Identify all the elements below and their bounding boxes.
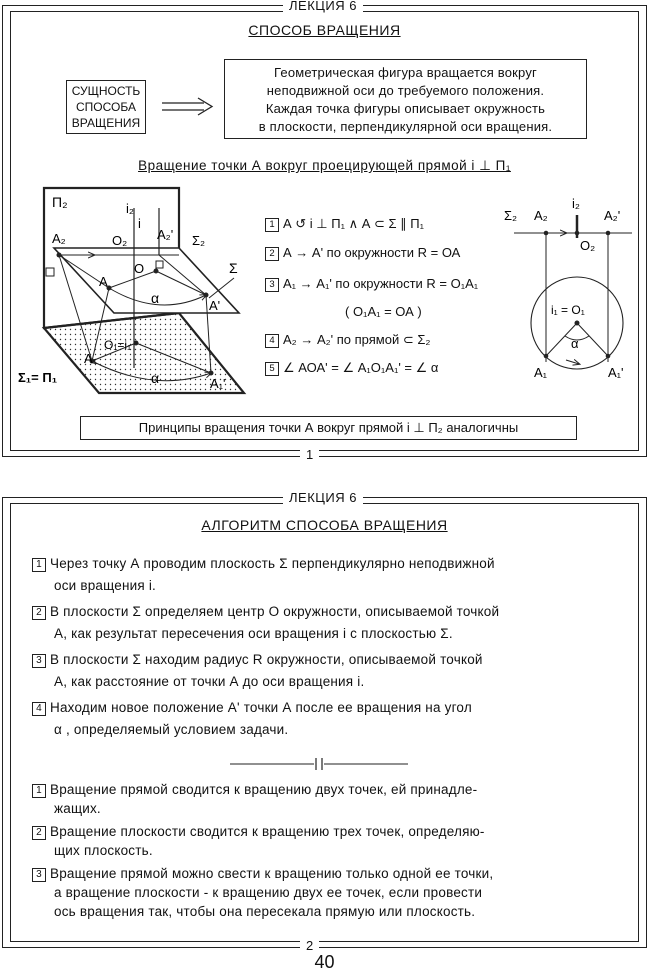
slide-1-title: СПОСОБ ВРАЩЕНИЯ [248,22,401,38]
label-s2: Σ₂ [192,233,206,248]
slide-1-lecture-label: ЛЕКЦИЯ 6 [283,0,363,13]
algorithm-step-4: 4 Находим новое положение А' точки А после ее вращения на угол α , определяемый условием задачи. [32,697,619,741]
label-r-a2: А₂ [534,208,548,223]
label-alpha-bottom: α [151,370,160,386]
label-r-s2: Σ₂ [504,208,518,223]
label-i2: i₂ [126,201,134,216]
step-5: 5 ∠ АОА' = ∠ А₁О₁А₁' = ∠ α [265,360,438,376]
section-divider [230,756,410,772]
label-a1p: А₁' [210,376,226,391]
step-4: 4 А₂ → А₂' по прямой ⊂ Σ₂ [265,332,430,348]
algorithm-step-1: 1 Через точку А проводим плоскость Σ перпендикулярно неподвижной оси вращения i. [32,553,619,597]
label-o: О [134,261,145,276]
essence-line-3: Каждая точка фигуры описывает окружность [265,101,546,116]
slide-1-footer-box [80,416,577,440]
step-3-note: ( О₁А₁ = ОА ) [345,304,422,319]
double-arrow-icon [160,97,220,117]
label-a2: А₂ [52,231,66,246]
label-s1p1: Σ₁= П₁ [18,370,58,385]
label-r-i2: i₂ [572,196,580,211]
essence-label-box [66,80,146,134]
slide-1-number: 1 [300,447,319,462]
label-r-i1o1: i₁ = О₁ [551,303,585,317]
label-a: А [99,274,108,289]
label-a1: А₁ [84,351,98,366]
algorithm-step-2: 2 В плоскости Σ определяем центр О окружности, описываемой точкой А, как результат пересечения оси вращения i с плоскостью Σ. [32,601,619,645]
essence-line-1: Геометрическая фигура вращается вокруг [274,65,537,80]
label-r-alpha: α [571,336,579,351]
note-2: 2 Вращение плоскости сводится к вращению трех точек, определяю- щих плоскость. [32,822,619,860]
label-r-a1: А₁ [534,365,548,380]
essence-definition-box [224,59,587,139]
note-1: 1 Вращение прямой сводится к вращению двух точек, ей принадле- жащих. [32,780,619,818]
algorithm-step-3: 3 В плоскости Σ находим радиус R окружности, описываемой точкой А, как расстояние от точки А до оси вращения i. [32,649,619,693]
slide-2-title: АЛГОРИТМ СПОСОБА ВРАЩЕНИЯ [201,517,448,533]
label-a2p: А₂' [157,227,174,242]
note-3: 3 Вращение прямой можно свести к вращению только одной ее точки, а вращение плоскости - к вращению двух ее точек, если провести ось вращения так, чтобы она пересекала прямую или плоскость. [32,864,619,921]
step-2: 2 А → А' по окружности R = ОА [265,245,460,261]
step-1: 1 А ↺ i ⊥ П₁ ∧ А ⊂ Σ ∥ П₁ [265,216,424,232]
rotation-3d-diagram [14,183,264,398]
label-r-o2: О₂ [580,238,596,253]
label-i: i [138,216,141,231]
slide-1-subtitle: Вращение точки А вокруг проецирующей прямой i ⊥ П₁ [138,158,511,173]
essence-label: СУЩНОСТЬ СПОСОБА ВРАЩЕНИЯ [71,84,141,130]
rotation-orthographic-diagram [504,190,639,390]
label-o1i1: О₁=i₁ [104,338,132,352]
label-r-a2p: А₂' [604,208,621,223]
label-sigma: Σ [229,260,238,276]
slide-2-lecture-label: ЛЕКЦИЯ 6 [283,490,363,505]
slide-2-number: 2 [300,938,319,953]
label-r-a1p: А₁' [608,365,624,380]
page-number: 40 [314,952,335,972]
slide-1-footer: Принципы вращения точки А вокруг прямой i ⊥ П₂ аналогичны [138,420,519,435]
essence-line-2: неподвижной оси до требуемого положения. [266,83,545,98]
essence-line-4: в плоскости, перпендикулярной оси вращения. [258,119,553,134]
label-o2: О₂ [112,233,128,248]
label-ap: А' [209,298,221,313]
step-3: 3 А₁ → А₁' по окружности R = О₁А₁ [265,276,478,292]
label-alpha: α [151,290,160,306]
label-p2: П₂ [52,194,68,210]
